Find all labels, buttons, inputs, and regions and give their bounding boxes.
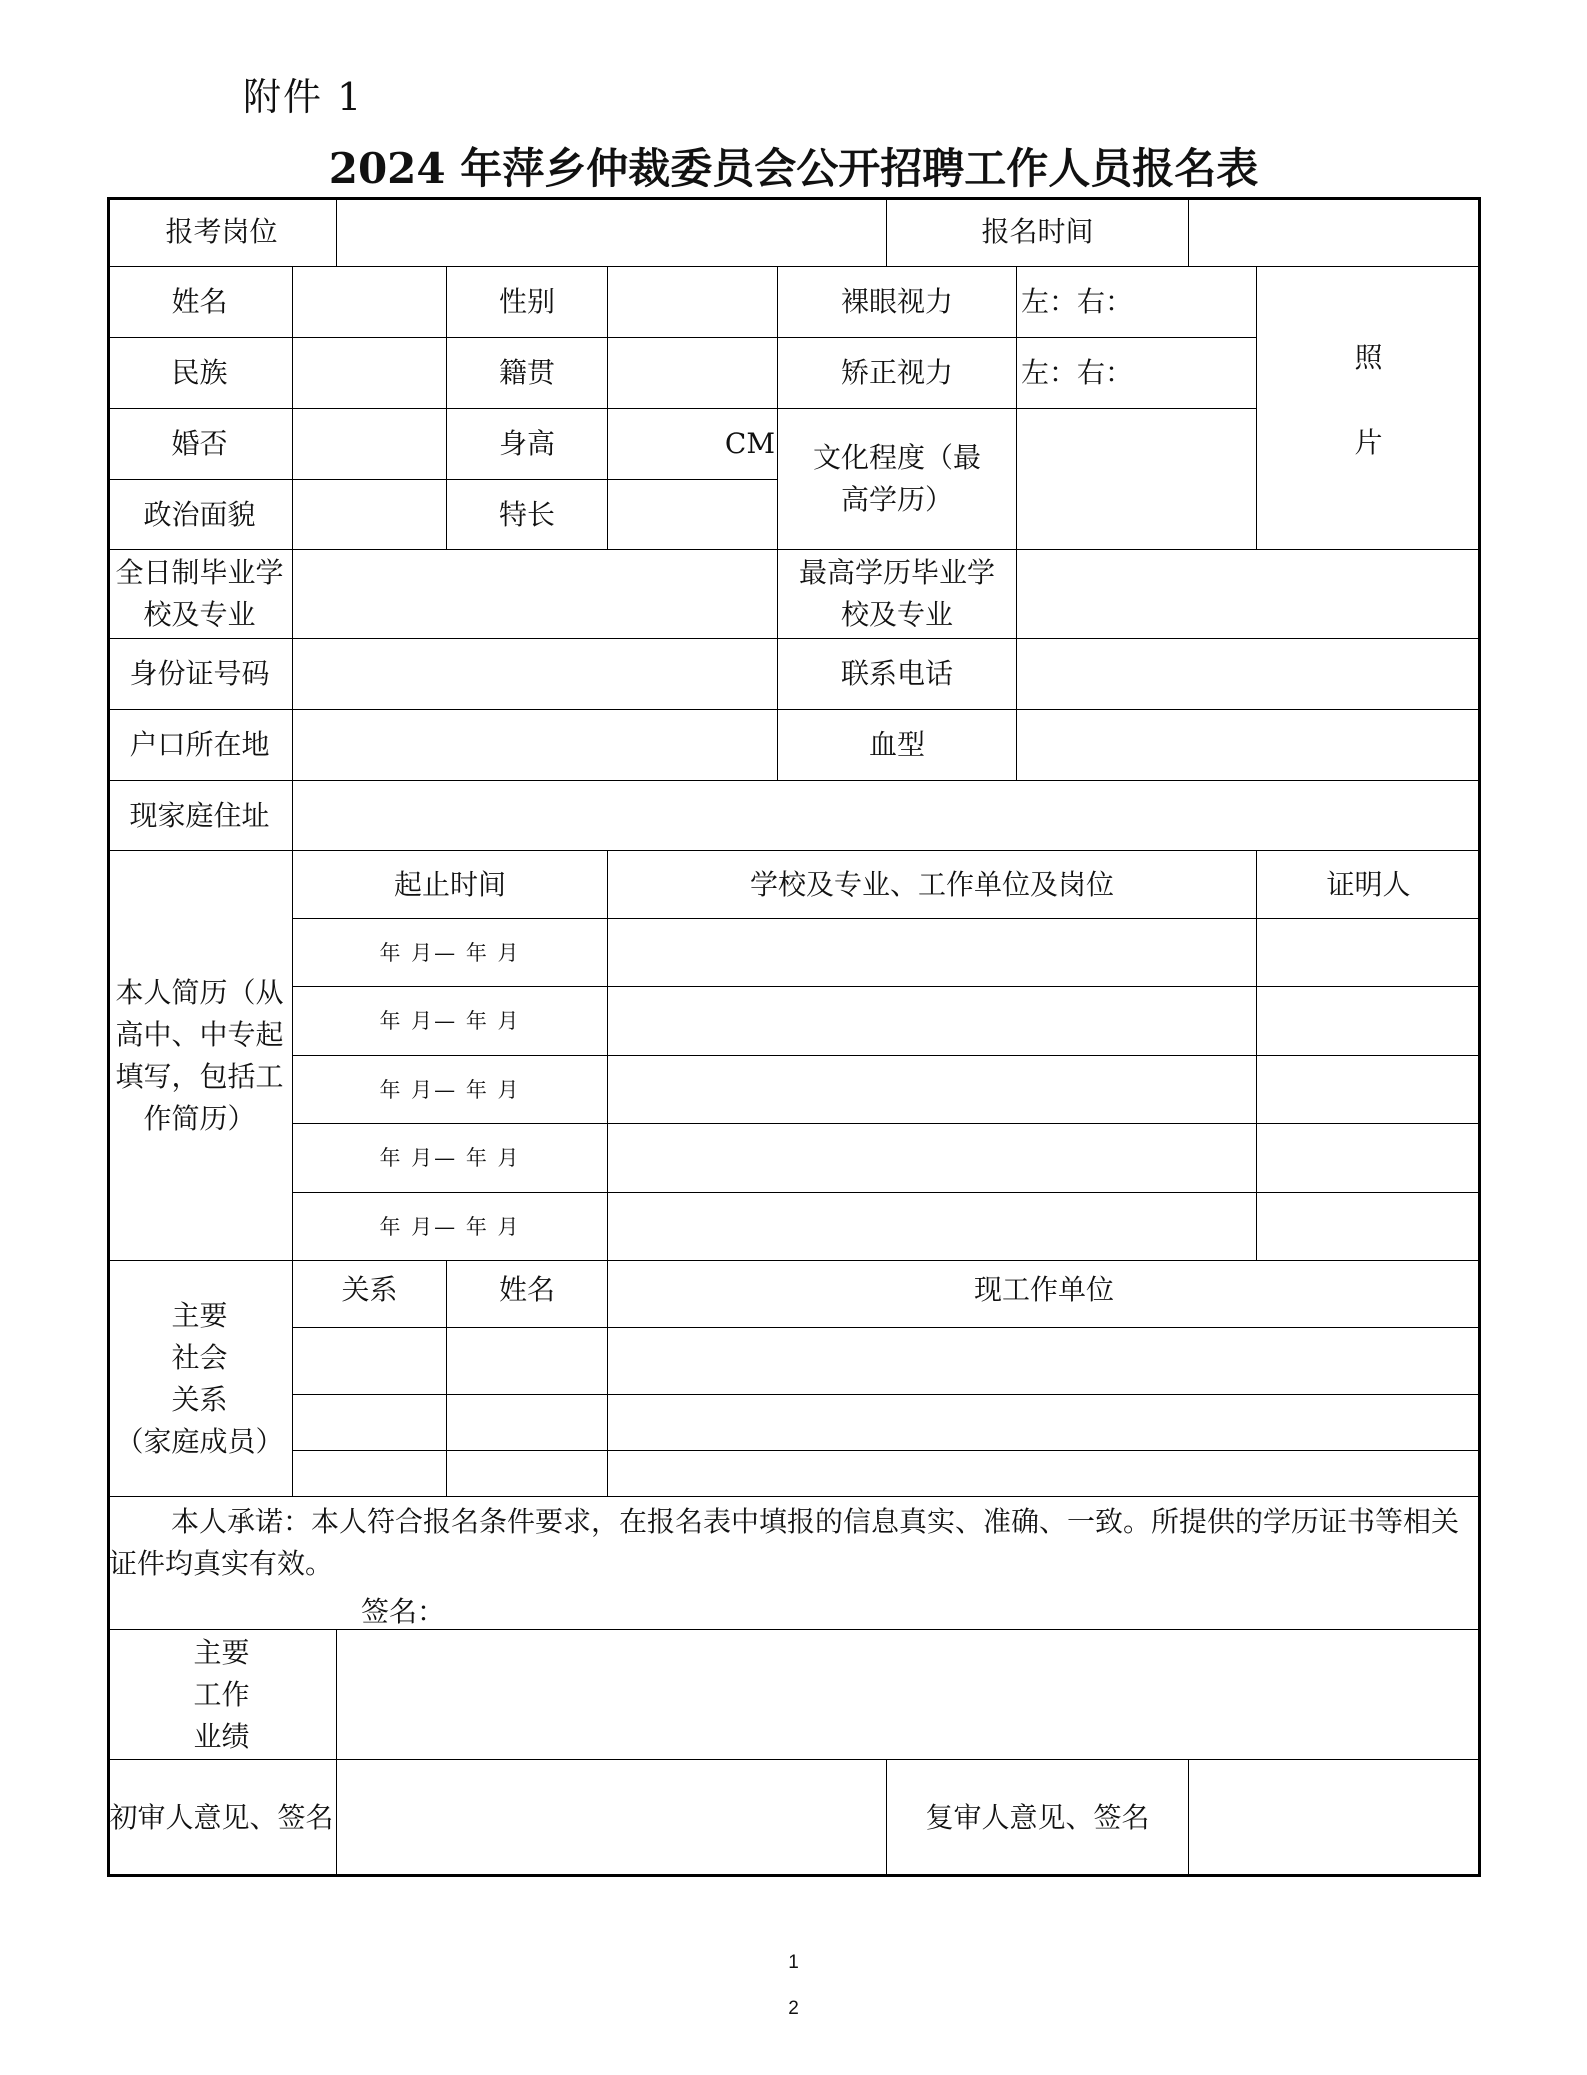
label-political: 政治面貌 xyxy=(107,480,293,550)
political-field[interactable] xyxy=(293,480,447,550)
resume-col-witness: 证明人 xyxy=(1257,851,1481,919)
id-number-field[interactable] xyxy=(293,639,778,710)
photo-box[interactable] xyxy=(1257,267,1481,550)
label-fulltime-school: 全日制毕业学校及专业 xyxy=(107,550,293,639)
registration-time-field[interactable] xyxy=(1189,197,1481,267)
label-phone: 联系电话 xyxy=(778,639,1017,710)
marital-field[interactable] xyxy=(293,409,447,480)
label-marital: 婚否 xyxy=(107,409,293,480)
resume-detail-field[interactable] xyxy=(608,1193,1257,1261)
native-place-field[interactable] xyxy=(608,338,778,409)
label-naked-vision: 裸眼视力 xyxy=(778,267,1017,338)
label-address: 现家庭住址 xyxy=(107,781,293,851)
naked-vision-field[interactable]: 左：右： xyxy=(1017,267,1257,338)
pledge-section xyxy=(107,1497,1481,1630)
fulltime-school-field[interactable] xyxy=(293,550,778,639)
family-relation-field[interactable] xyxy=(293,1395,447,1451)
label-achievements xyxy=(107,1630,337,1760)
label-id-number: 身份证号码 xyxy=(107,639,293,710)
label-position: 报考岗位 xyxy=(107,197,337,267)
family-col-name: 姓名 xyxy=(447,1261,608,1328)
attachment-label: 附件 1 xyxy=(243,75,364,119)
photo-label-2: 片 xyxy=(1354,426,1383,459)
pledge-text: 本人承诺：本人符合报名条件要求，在报名表中填报的信息真实、准确、一致。所提供的学历证书等相关证件均真实有效。 xyxy=(109,1505,1460,1580)
label-name: 姓名 xyxy=(107,267,293,338)
resume-detail-field[interactable] xyxy=(608,1124,1257,1193)
label-highest-school: 最高学历毕业学校及专业 xyxy=(778,550,1017,639)
label-blood-type: 血型 xyxy=(778,710,1017,781)
achievements-label-line-1: 主要 xyxy=(193,1635,250,1669)
resume-col-time: 起止时间 xyxy=(293,851,608,919)
label-hukou: 户口所在地 xyxy=(107,710,293,781)
form-title: 2024 年萍乡仲裁委员会公开招聘工作人员报名表 xyxy=(328,144,1259,193)
resume-col-detail: 学校及专业、工作单位及岗位 xyxy=(608,851,1257,919)
registration-form xyxy=(107,197,1481,1877)
height-field[interactable]: CM xyxy=(608,409,778,480)
family-label-line-1: 主要 xyxy=(171,1298,228,1332)
label-height: 身高 xyxy=(447,409,608,480)
family-relation-field[interactable] xyxy=(293,1328,447,1395)
label-family xyxy=(107,1261,293,1497)
first-review-field[interactable] xyxy=(337,1760,887,1877)
specialty-field[interactable] xyxy=(608,480,778,550)
family-name-field[interactable] xyxy=(447,1451,608,1497)
resume-detail-field[interactable] xyxy=(608,987,1257,1056)
family-col-relation: 关系 xyxy=(293,1261,447,1328)
family-label-line-3: 关系 xyxy=(171,1382,228,1416)
label-education: 文化程度（最高学历） xyxy=(778,409,1017,550)
family-relation-field[interactable] xyxy=(293,1451,447,1497)
position-field[interactable] xyxy=(337,197,887,267)
family-label-line-4: （家庭成员） xyxy=(115,1424,284,1458)
family-work-field[interactable] xyxy=(608,1395,1481,1451)
resume-time-field[interactable]: 年 月— 年 月 xyxy=(293,1124,608,1193)
label-first-review: 初审人意见、签名 xyxy=(107,1760,337,1877)
family-name-field[interactable] xyxy=(447,1328,608,1395)
resume-time-field[interactable]: 年 月— 年 月 xyxy=(293,1056,608,1124)
achievements-label-line-2: 工作 xyxy=(193,1677,250,1711)
resume-time-field[interactable]: 年 月— 年 月 xyxy=(293,987,608,1056)
resume-detail-field[interactable] xyxy=(608,1056,1257,1124)
family-work-field[interactable] xyxy=(608,1328,1481,1395)
resume-time-field[interactable]: 年 月— 年 月 xyxy=(293,1193,608,1261)
family-work-field[interactable] xyxy=(608,1451,1481,1497)
achievements-label-line-3: 业绩 xyxy=(193,1719,250,1753)
label-registration-time: 报名时间 xyxy=(887,197,1189,267)
resume-witness-field[interactable] xyxy=(1257,1056,1481,1124)
highest-school-field[interactable] xyxy=(1017,550,1481,639)
label-specialty: 特长 xyxy=(447,480,608,550)
ethnicity-field[interactable] xyxy=(293,338,447,409)
resume-witness-field[interactable] xyxy=(1257,1124,1481,1193)
gender-field[interactable] xyxy=(608,267,778,338)
family-label-line-2: 社会 xyxy=(171,1340,228,1374)
phone-field[interactable] xyxy=(1017,639,1481,710)
education-field[interactable] xyxy=(1017,409,1257,550)
pledge-signature-label[interactable]: 签名： xyxy=(361,1595,446,1628)
label-corrected-vision: 矫正视力 xyxy=(778,338,1017,409)
resume-detail-field[interactable] xyxy=(608,919,1257,987)
hukou-field[interactable] xyxy=(293,710,778,781)
family-name-field[interactable] xyxy=(447,1395,608,1451)
corrected-vision-field[interactable]: 左：右： xyxy=(1017,338,1257,409)
address-field[interactable] xyxy=(293,781,1481,851)
page-number-1: 1 xyxy=(788,1952,799,1973)
label-gender: 性别 xyxy=(447,267,608,338)
achievements-field[interactable] xyxy=(337,1630,1481,1760)
label-resume: 本人简历（从高中、中专起填写，包括工作简历） xyxy=(107,851,293,1261)
second-review-field[interactable] xyxy=(1189,1760,1481,1877)
family-col-work: 现工作单位 xyxy=(608,1261,1481,1328)
resume-witness-field[interactable] xyxy=(1257,919,1481,987)
label-native-place: 籍贯 xyxy=(447,338,608,409)
resume-witness-field[interactable] xyxy=(1257,1193,1481,1261)
label-ethnicity: 民族 xyxy=(107,338,293,409)
resume-witness-field[interactable] xyxy=(1257,987,1481,1056)
name-field[interactable] xyxy=(293,267,447,338)
photo-label-1: 照 xyxy=(1354,341,1383,374)
page-number-2: 2 xyxy=(788,1998,799,2019)
resume-time-field[interactable]: 年 月— 年 月 xyxy=(293,919,608,987)
blood-type-field[interactable] xyxy=(1017,710,1481,781)
label-second-review: 复审人意见、签名 xyxy=(887,1760,1189,1877)
